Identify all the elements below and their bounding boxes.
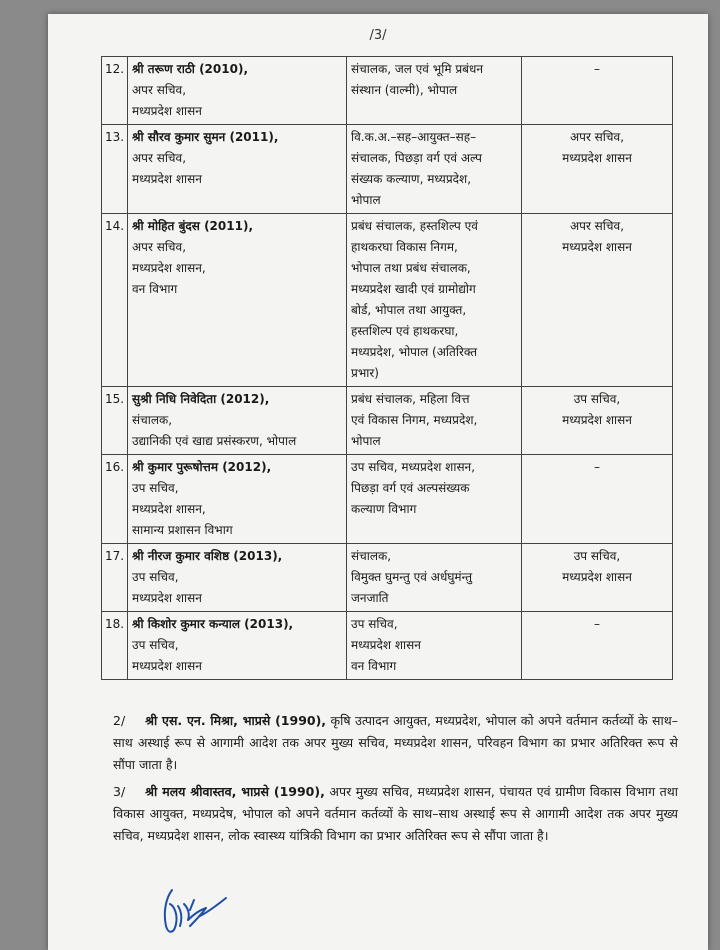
posting-line: भोपाल (351, 434, 381, 448)
remark-cell (522, 125, 673, 214)
remark-cell (522, 455, 673, 544)
officer-name: सुश्री निधि निवेदिता (2012), (132, 392, 270, 406)
posting-line: संचालक, पिछड़ा वर्ग एवं अल्प (351, 151, 482, 165)
remark-cell (522, 612, 673, 680)
paragraph-number: 2/ (113, 713, 126, 728)
officer-name: श्री मलय श्रीवास्तव, भाप्रसे (1990), (145, 784, 325, 799)
officer-name: श्री सौरव कुमार सुमन (2011), (132, 130, 279, 144)
posting-line: प्रभार) (351, 366, 379, 380)
posting-line: मध्यप्रदेश, भोपाल (अतिरिक्त (351, 345, 478, 359)
officer-detail: वन विभाग (132, 282, 178, 296)
table-row (102, 544, 673, 612)
signature-icon (160, 886, 230, 938)
officer-detail: उप सचिव, (132, 638, 179, 652)
officer-cell (128, 57, 347, 125)
posting-line: कल्याण विभाग (351, 502, 417, 516)
officer-cell (128, 387, 347, 455)
officer-cell (128, 214, 347, 387)
officer-detail: उप सचिव, (132, 570, 179, 584)
remark-line: मध्यप्रदेश शासन (562, 570, 632, 584)
remark-line: मध्यप्रदेश शासन (562, 240, 632, 254)
serial-cell (102, 125, 128, 214)
posting-line: हाथकरघा विकास निगम, (351, 240, 458, 254)
officer-detail: मध्यप्रदेश शासन, (132, 261, 206, 275)
officer-name: श्री एस. एन. मिश्रा, भाप्रसे (1990), (145, 713, 327, 728)
officer-detail: मध्यप्रदेश शासन, (132, 502, 206, 516)
table-row (102, 387, 673, 455)
posting-cell (347, 387, 522, 455)
remark-line: अपर सचिव, (569, 130, 625, 144)
posting-line: पिछड़ा वर्ग एवं अल्पसंख्यक (351, 481, 470, 495)
officer-detail: सामान्य प्रशासन विभाग (132, 523, 233, 537)
remark-line: मध्यप्रदेश शासन (562, 151, 632, 165)
posting-line: भोपाल (351, 193, 381, 207)
serial-number: 17. (105, 549, 125, 563)
remark-cell (522, 57, 673, 125)
paragraph-2 (113, 710, 678, 776)
serial-number: 14. (105, 219, 125, 233)
posting-line: हस्तशिल्प एवं हाथकरघा, (351, 324, 459, 338)
serial-number: 18. (105, 617, 125, 631)
table-row (102, 612, 673, 680)
serial-cell (102, 214, 128, 387)
officer-detail: अपर सचिव, (132, 240, 187, 254)
posting-line: वि.क.अ.–सह–आयुक्त–सह– (351, 130, 477, 144)
posting-cell (347, 214, 522, 387)
remark-line: मध्यप्रदेश शासन (562, 413, 632, 427)
posting-line: प्रबंध संचालक, हस्तशिल्प एवं (351, 219, 478, 233)
posting-line: संचालक, जल एवं भूमि प्रबंधन (351, 62, 484, 76)
officer-name: श्री नीरज कुमार वशिष्ठ (2013), (132, 549, 283, 563)
posting-cell (347, 544, 522, 612)
officer-cell (128, 612, 347, 680)
posting-line: विमुक्त घुमन्तु एवं अर्धघुमंन्तु (351, 570, 473, 584)
posting-line: भोपाल तथा प्रबंध संचालक, (351, 261, 471, 275)
officer-detail: संचालक, (132, 413, 173, 427)
serial-cell (102, 455, 128, 544)
serial-number: 12. (105, 62, 125, 76)
remark-line: – (594, 62, 600, 76)
serial-cell (102, 387, 128, 455)
officer-cell (128, 544, 347, 612)
officer-detail: उप सचिव, (132, 481, 179, 495)
posting-line: उप सचिव, मध्यप्रदेश शासन, (351, 460, 476, 474)
officer-detail: मध्यप्रदेश शासन (132, 591, 202, 605)
officer-name: श्री मोहित बुंदस (2011), (132, 219, 254, 233)
remark-cell (522, 387, 673, 455)
serial-cell (102, 57, 128, 125)
posting-line: प्रबंध संचालक, महिला वित्त (351, 392, 470, 406)
posting-line: संचालक, (351, 549, 392, 563)
officer-cell (128, 455, 347, 544)
posting-line: मध्यप्रदेश शासन (351, 638, 421, 652)
remark-line: – (594, 617, 600, 631)
serial-number: 13. (105, 130, 125, 144)
remark-line: – (594, 460, 600, 474)
posting-line: जनजाति (351, 591, 389, 605)
posting-line: संस्थान (वाल्मी), भोपाल (351, 83, 458, 97)
remark-cell (522, 544, 673, 612)
officer-name: श्री किशोर कुमार कन्याल (2013), (132, 617, 294, 631)
officer-detail: उद्यानिकी एवं खाद्य प्रसंस्करण, भोपाल (132, 434, 297, 448)
remark-line: अपर सचिव, (569, 219, 625, 233)
posting-line: एवं विकास निगम, मध्यप्रदेश, (351, 413, 478, 427)
paragraph-number: 3/ (113, 784, 126, 799)
table-row (102, 455, 673, 544)
officer-detail: मध्यप्रदेश शासन (132, 659, 202, 673)
serial-number: 16. (105, 460, 125, 474)
table-row (102, 214, 673, 387)
officer-detail: अपर सचिव, (132, 151, 187, 165)
officer-name: श्री तरूण राठी (2010), (132, 62, 248, 76)
officer-detail: अपर सचिव, (132, 83, 187, 97)
posting-cell (347, 125, 522, 214)
posting-line: मध्यप्रदेश खादी एवं ग्रामोद्योग (351, 282, 476, 296)
paragraph-text: अपर मुख्य सचिव, मध्यप्रदेश शासन, पंचायत एवं ग्रामीण विकास विभाग तथा विकास आयुक्त, मध्यप्रदेष, भोपाल को अपने वर्तमान कर्तव्यों के साथ–साथ अस्थाई रूप से आगामी आदेश तक अपर मुख्य सचिव, मध्यप्रदेश शासन, लोक स्वास्थ्य यांत्रिकी विभाग का प्रभार अतिरिक्त रूप से सौंपा जाता है। (113, 784, 678, 843)
serial-number: 15. (105, 392, 125, 406)
serial-cell (102, 544, 128, 612)
posting-line: संख्यक कल्याण, मध्यप्रदेश, (351, 172, 472, 186)
posting-cell (347, 612, 522, 680)
officer-detail: मध्यप्रदेश शासन (132, 104, 202, 118)
officer-detail: मध्यप्रदेश शासन (132, 172, 202, 186)
document-page (48, 14, 708, 950)
officer-cell (128, 125, 347, 214)
paragraph-text: कृषि उत्पादन आयुक्त, मध्यप्रदेश, भोपाल को अपने वर्तमान कर्तव्यों के साथ–साथ अस्थाई रूप से आगामी आदेश तक अपर मुख्य सचिव, मध्यप्रदेश शासन, परिवहन विभाग का प्रभार अतिरिक्त रूप से सौंपा जाता है। (113, 713, 678, 772)
remark-line: उप सचिव, (573, 392, 621, 406)
remark-cell (522, 214, 673, 387)
table-row (102, 125, 673, 214)
posting-cell (347, 455, 522, 544)
page-number: /3/ (369, 28, 387, 43)
posting-cell (347, 57, 522, 125)
serial-cell (102, 612, 128, 680)
posting-line: वन विभाग (351, 659, 397, 673)
posting-table (101, 56, 673, 680)
table-row (102, 57, 673, 125)
paragraph-3 (113, 781, 678, 847)
remark-line: उप सचिव, (573, 549, 621, 563)
posting-line: उप सचिव, (351, 617, 398, 631)
posting-line: बोर्ड, भोपाल तथा आयुक्त, (351, 303, 467, 317)
officer-name: श्री कुमार पुरूषोत्तम (2012), (132, 460, 272, 474)
